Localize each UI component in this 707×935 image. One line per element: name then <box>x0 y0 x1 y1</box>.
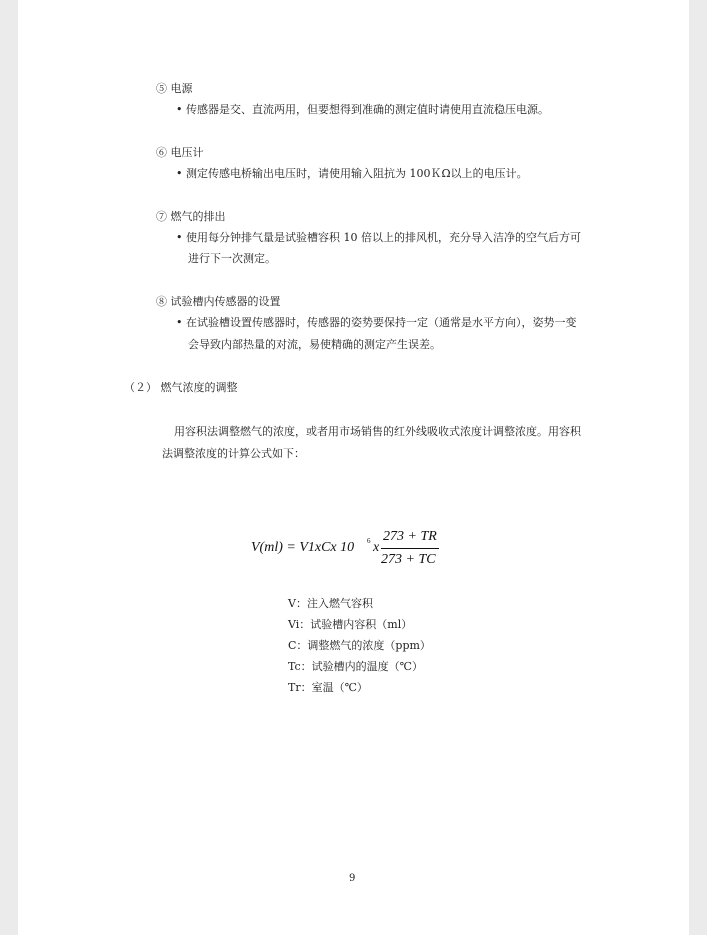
page-number: 9 <box>349 873 356 884</box>
formula-denominator: 273 + TC <box>381 552 436 567</box>
section-heading-power: ⑤ 电源 <box>156 82 193 95</box>
section-bullet-voltmeter: • 测定传感电桥输出电压时，请使用输入阻抗为 100ＫΩ以上的电压计。 <box>176 167 528 180</box>
formula-fraction-bar <box>381 548 439 549</box>
definition-tr: Tr：室温（℃） <box>288 681 368 694</box>
formula-multiplier: x <box>373 540 380 555</box>
subsection-heading: （２） 燃气浓度的调整 <box>124 381 238 394</box>
formula-numerator: 273 + TR <box>383 529 437 544</box>
section-heading-gas-exhaust: ⑦ 燃气的排出 <box>156 210 226 223</box>
definition-v: V：注入燃气容积 <box>288 597 373 610</box>
section-bullet-sensor-setup: • 在试验槽设置传感器时，传感器的姿势要保持一定（通常是水平方向），姿势一变 <box>176 316 577 329</box>
section-bullet-power: • 传感器是交、直流两用，但要想得到准确的测定值时请使用直流稳压电源。 <box>176 103 549 116</box>
formula-lhs: V(ml) = V1xCx 10 <box>251 540 355 555</box>
section-heading-sensor-setup: ⑧ 试验槽内传感器的设置 <box>156 295 281 308</box>
section-bullet-gas-exhaust-cont: 进行下一次测定。 <box>188 252 276 265</box>
section-heading-voltmeter: ⑥ 电压计 <box>156 146 204 159</box>
definition-vi: Vi：试验槽内容积（ml） <box>288 618 413 631</box>
section-bullet-gas-exhaust: • 使用每分钟排气量是试验槽容积 10 倍以上的排风机，充分导入洁净的空气后方可 <box>176 231 581 244</box>
definition-tc: Tc：试验槽内的温度（℃） <box>288 660 423 673</box>
subsection-paragraph-line2: 法调整浓度的计算公式如下： <box>162 447 305 460</box>
section-bullet-sensor-setup-cont: 会导致内部热量的对流，易使精确的测定产生误差。 <box>188 338 441 351</box>
definition-c: C：调整燃气的浓度（ppm） <box>288 639 431 652</box>
formula-exponent: 6 <box>367 537 371 545</box>
document-page <box>18 0 689 935</box>
subsection-paragraph-line1: 用容积法调整燃气的浓度，或者用市场销售的红外线吸收式浓度计调整浓度。用容积 <box>174 425 581 438</box>
